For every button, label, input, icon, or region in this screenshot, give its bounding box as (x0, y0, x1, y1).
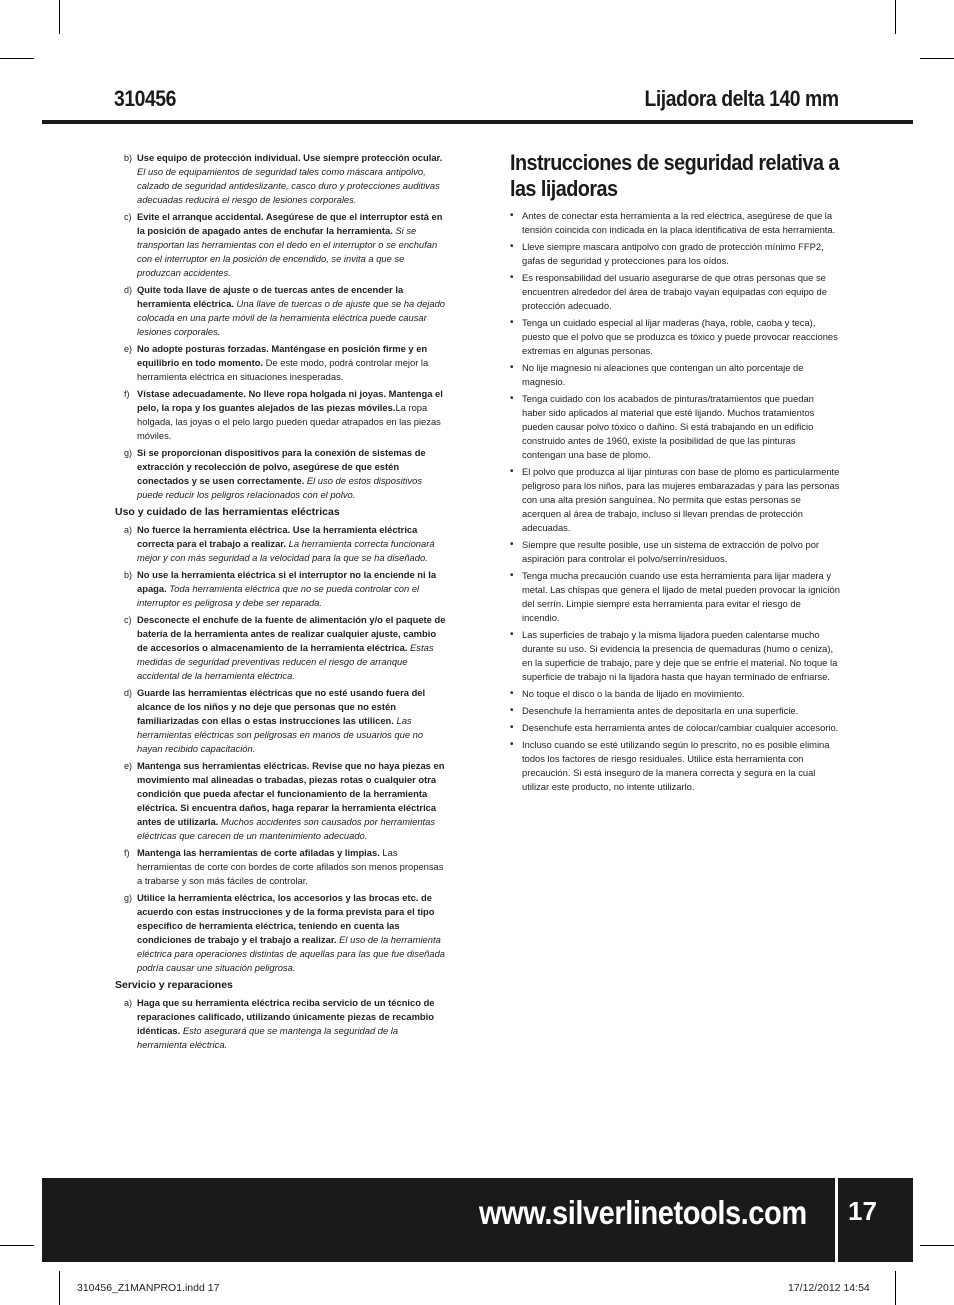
list-item (112, 759, 448, 843)
product-code: 310456 (114, 86, 176, 111)
item-bold-text: No adopte posturas forzadas. Manténgase en posición firme y en equilibrio en todo momento. (137, 343, 428, 368)
item-letter: f) (124, 848, 130, 858)
crop-mark (59, 1271, 60, 1305)
section-heading-servicio: Servicio y reparaciones (115, 979, 233, 991)
list-item (112, 151, 448, 207)
list-item (112, 387, 448, 443)
list-item (112, 568, 448, 610)
bullet-item: • Desenchufe esta herramienta antes de colocar/cambiar cualquier accesorio. (510, 721, 840, 735)
bullet-item: • Desenchufe la herramienta antes de depositarla en una superficie. (510, 704, 840, 718)
crop-mark (920, 1245, 954, 1246)
item-italic-text: Muchos accidentes son causados por herramientas eléctricas que carecen de un mantenimiento adecuado. (137, 816, 436, 841)
item-letter: c) (124, 212, 132, 222)
item-bold-text: Haga que su herramienta eléctrica reciba servicio de un técnico de reparaciones calificado, utilizando únicamente piezas de recambio idénticas. (137, 997, 435, 1036)
list-item (112, 342, 448, 384)
item-plain-text: Las herramientas de corte con bordes de corte afilados son menos propensas a trabarse y son más fáciles de controlar. (137, 847, 444, 886)
item-italic-text: Toda herramienta eléctrica que no se pueda controlar con el interruptor es peligrosa y debe ser reparada. (137, 583, 420, 608)
page-header (42, 84, 913, 124)
crop-mark (0, 58, 34, 59)
bullet-item: • Tenga cuidado con los acabados de pinturas/tratamientos que puedan haber sido aplicados al material que esté lijando. Muchos tratamientos pueden causar polvo tóxico o dañino. Si está trabajando en un edificio construido antes de 1960, existe la posibilidad de que las pinturas contengan una base de plomo. (510, 392, 840, 462)
item-bold-text: No use la herramienta eléctrica si el interruptor no la enciende ni la apaga. (137, 569, 437, 594)
bullet-item: • Tenga un cuidado especial al lijar maderas (haya, roble, caoba y teca), puesto que el polvo que se produzca es tóxico y puede provocar reacciones extremas en algunas personas. (510, 316, 840, 358)
slug-filename: 310456_Z1MANPRO1.indd 17 (77, 1282, 220, 1294)
item-bold-text: Utilice la herramienta eléctrica, los accesorios y las brocas etc. de acuerdo con estas instrucciones y de la forma prevista para el tipo específico de herramienta eléctrica, teniendo en cuenta las condiciones de trabajo y el trabajo a realizar. (137, 892, 435, 945)
bullet-item: • Incluso cuando se esté utilizando según lo prescrito, no es posible elimina todos los factores de riesgo residuales. Utilice esta herramienta con precaución. Si está inseguro de la manera correcta y segura en la cual utilizar este producto, no intente utilizarlo. (510, 738, 840, 794)
bullet-item: • Siempre que resulte posible, use un sistema de extracción de polvo por aspiración para controlar el polvo/serrín/residuos. (510, 538, 840, 566)
product-title: Lijadora delta 140 mm (644, 86, 839, 111)
item-bold-text: Use equipo de protección individual. Use siempre protección ocular. (137, 152, 443, 163)
item-italic-text: Esto asegurará que se mantenga la seguridad de la herramienta eléctrica. (137, 1025, 399, 1050)
item-bold-text: Evite el arranque accidental. Asegúrese de que el interruptor está en la posición de apagado antes de enchufar la herramienta. (137, 211, 443, 236)
bullet-item: • No lije magnesio ni aleaciones que contengan un alto porcentaje de magnesio. (510, 361, 840, 389)
bullet-item: • Antes de conectar esta herramienta a la red eléctrica, asegúrese de que la tensión coincida con indicada en la placa identificativa de esta herramienta. (510, 209, 840, 237)
crop-mark (895, 0, 896, 34)
website-link[interactable]: www.silverlinetools.com (479, 1194, 807, 1231)
item-italic-text: El uso de equipamientos de seguridad tales como máscara antipolvo, calzado de seguridad antideslizante, casco duro y protecciones auditivas adecuadas reducirá el riesgo de lesiones corporales. (137, 166, 440, 205)
item-plain-text: La ropa holgada, las joyas o el pelo largo pueden quedar atrapados en las piezas móviles. (137, 402, 441, 441)
bullet-item: • El polvo que produzca al lijar pinturas con base de plomo es particularmente peligroso para los niños, para las mujeres embarazadas y para las personas con una alta presión sanguínea. No permita que estas personas se acerquen al área de trabajo, incluso si llevan prendas de protección adecuadas. (510, 465, 840, 535)
item-italic-text: La herramienta correcta funcionará mejor y con más seguridad a la velocidad para la que se ha diseñado. (137, 538, 435, 563)
servicio-items-list (112, 996, 448, 1052)
crop-mark (59, 0, 60, 34)
item-bold-text: Mantenga sus herramientas eléctricas. Revise que no haya piezas en movimiento mal alineadas o trabadas, piezas rotas o cualquier otra condición que pueda afectar el funcionamiento de la herramienta eléctrica. Si encuentra daños, haga reparar la herramienta eléctrica antes de utilizarla. (137, 760, 445, 827)
item-italic-text: Si se transportan las herramientas con el dedo en el interruptor o se enchufan con el interruptor en la posición de encendido, se invita a que se produzcan accidentes. (137, 225, 438, 278)
item-bold-text: Quite toda llave de ajuste o de tuercas antes de encender la herramienta eléctrica. (137, 284, 404, 309)
item-letter: a) (124, 998, 133, 1008)
list-item (112, 523, 448, 565)
item-letter: e) (124, 344, 133, 354)
item-plain-text: De este modo, podrá controlar mejor la herramienta eléctrica en situaciones inesperadas. (137, 357, 429, 382)
bullet-item: • Tenga mucha precaución cuando use esta herramienta para lijar madera y metal. Las chispas que genera el lijado de metal pueden provocar la ignición del serrín. Limpie siempre esta herramienta para evitar el riesgo de incendio. (510, 569, 840, 625)
crop-mark (920, 58, 954, 59)
bullet-item: • Las superficies de trabajo y la misma lijadora pueden calentarse mucho durante su uso. Si evidencia la presencia de quemaduras (humo o ceniza), en la superficie de trabajo, pare y deje que se enfríe el material. No toque la superficie de trabajo ni la lijadora hasta que hayan terminado de enfriarse. (510, 628, 840, 684)
item-bold-text: Si se proporcionan dispositivos para la conexión de sistemas de extracción y recolección de polvo, asegúrese de que estén conectados y se usen correctamente. (137, 447, 426, 486)
header-rule (42, 120, 913, 124)
item-italic-text: Una llave de tuercas o de ajuste que se ha dejado colocada en una parte móvil de la herramienta eléctrica puede causar lesiones corporales. (137, 298, 446, 337)
item-letter: e) (124, 761, 133, 771)
bullet-item: • Lleve siempre mascara antipolvo con grado de protección mínimo FFP2, gafas de seguridad y protecciones para los oídos. (510, 240, 840, 268)
item-italic-text: El uso de la herramienta eléctrica para operaciones distintas de aquellas para las que fue diseñada podría causar une situación peligrosa. (137, 934, 446, 973)
list-item (112, 996, 448, 1052)
item-italic-text: El uso de estos dispositivos puede reducir los peligros relacionados con el polvo. (137, 475, 423, 500)
safety-items-list (112, 151, 448, 502)
item-bold-text: No fuerce la herramienta eléctrica. Use la herramienta eléctrica correcta para el trabajo a realizar. (137, 524, 418, 549)
item-letter: f) (124, 389, 130, 399)
item-bold-text: Mantenga las herramientas de corte afiladas y limpias. (137, 847, 380, 858)
list-item (112, 891, 448, 975)
crop-mark (895, 1271, 896, 1305)
item-letter: b) (124, 570, 133, 580)
left-column (112, 151, 448, 1055)
item-letter: g) (124, 448, 133, 458)
uso-items-list (112, 523, 448, 975)
item-letter: d) (124, 285, 133, 295)
item-letter: b) (124, 153, 133, 163)
item-letter: a) (124, 525, 133, 535)
section-title-lijadoras: Instrucciones de seguridad relativa a las lijadoras (510, 150, 839, 201)
item-italic-text: Estas medidas de seguridad preventivas reducen el riesgo de arranque accidental de la herramienta eléctrica. (137, 642, 434, 681)
bullet-item: • Es responsabilidad del usuario asegurarse de que otras personas que se encuentren alrededor del área de trabajo vayan equipadas con equipo de protección adecuado. (510, 271, 840, 313)
list-item (112, 846, 448, 888)
crop-mark (0, 1245, 34, 1246)
item-bold-text: Guarde las herramientas eléctricas que no esté usando fuera del alcance de los niños y no deje que personas que no estén familiarizadas con ellas o estas instrucciones las utilicen. (137, 687, 426, 726)
list-item (112, 210, 448, 280)
item-letter: c) (124, 615, 132, 625)
section-heading-uso: Uso y cuidado de las herramientas eléctricas (115, 506, 340, 518)
list-item (112, 686, 448, 756)
list-item (112, 283, 448, 339)
bullet-list (510, 209, 840, 794)
item-bold-text: Desconecte el enchufe de la fuente de alimentación y/o el paquete de batería de la herramienta antes de realizar cualquier ajuste, cambio de accesorios o almacenamiento de la herramienta eléctrica. (137, 614, 446, 653)
item-letter: g) (124, 893, 133, 903)
item-bold-text: Vístase adecuadamente. No lleve ropa holgada ni joyas. Mantenga el pelo, la ropa y los guantes alejados de las piezas móviles. (137, 388, 443, 413)
page-number: 17 (848, 1196, 877, 1226)
bullet-item: • No toque el disco o la banda de lijado en movimiento. (510, 687, 840, 701)
item-italic-text: Las herramientas eléctricas son peligrosas en manos de usuarios que no hayan recibido capacitación. (137, 715, 424, 754)
list-item (112, 446, 448, 502)
right-column (510, 150, 840, 797)
slug-datetime: 17/12/2012 14:54 (788, 1282, 870, 1294)
footer-bar (42, 1178, 913, 1262)
list-item (112, 613, 448, 683)
item-letter: d) (124, 688, 133, 698)
footer-divider (835, 1178, 838, 1262)
